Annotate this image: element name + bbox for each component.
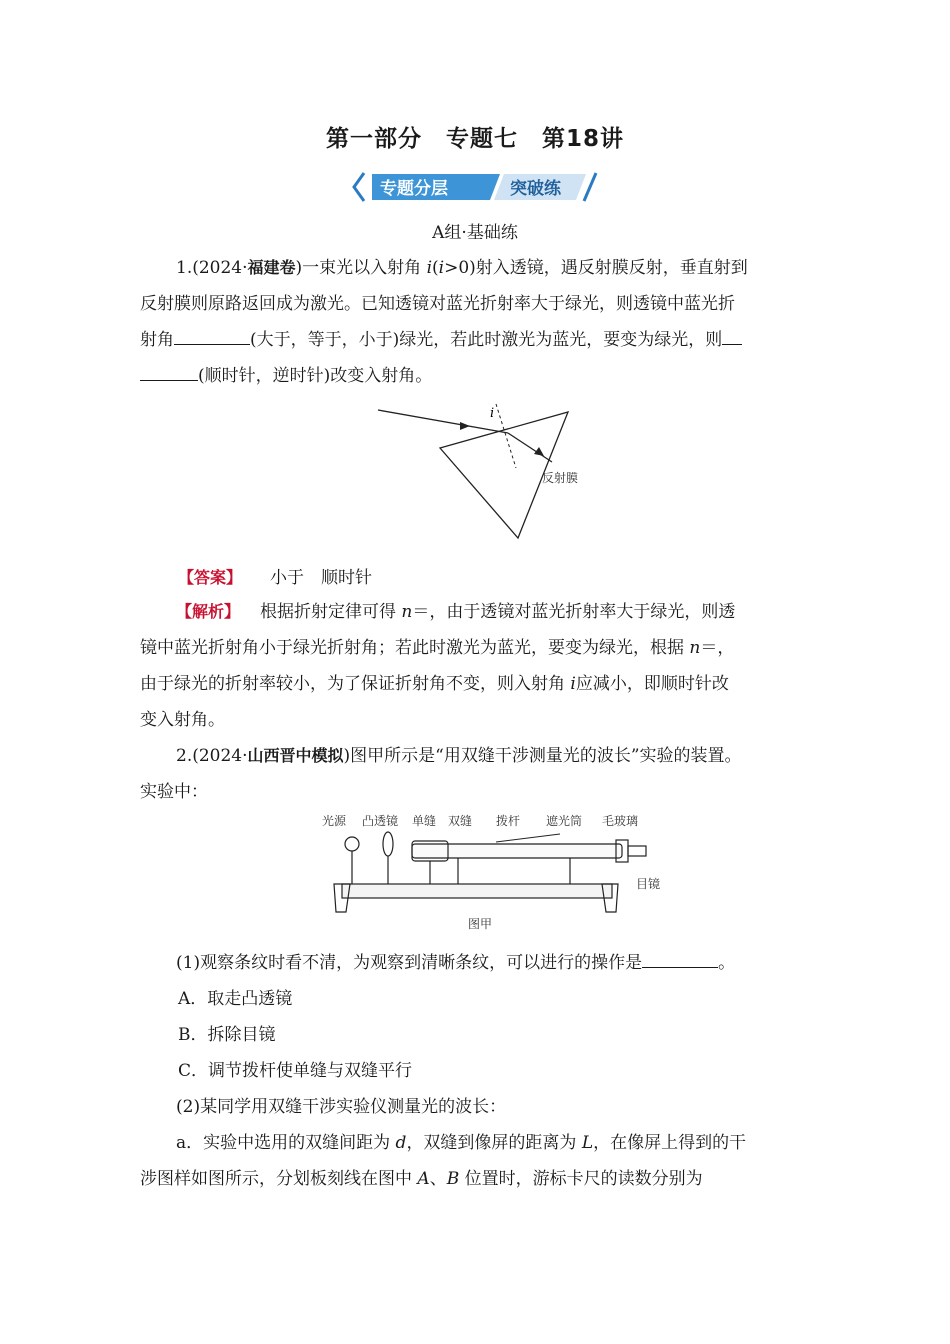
rail <box>342 884 612 898</box>
light-tube <box>412 844 622 858</box>
q1-var-i2: i <box>438 258 445 278</box>
analysis-line-3 <box>140 666 820 702</box>
blank-3[interactable] <box>642 947 718 968</box>
q1-paren: ( <box>432 258 439 278</box>
q2-a1: a．实验中选用的双缝间距为 <box>176 1133 396 1153</box>
analysis-l3a: 由于绿光的折射率较小，为了保证折射角不变，则入射角 <box>140 674 571 694</box>
incident-ray <box>378 410 508 433</box>
q1-line3-a: 射角 <box>140 330 174 350</box>
q2-sub1-end: 。 <box>718 953 736 973</box>
q1-var-i: i <box>426 258 433 278</box>
answer-text: 小于 顺时针 <box>270 568 373 588</box>
q2-number: 2.(2024· <box>176 746 248 766</box>
analysis-line-4: 变入射角。 <box>140 710 225 730</box>
convex-lens-icon <box>383 832 393 856</box>
q1-line4-b: (顺时针，逆时针)改变入射角。 <box>198 366 433 386</box>
analysis-line-2 <box>140 630 820 666</box>
q1-line-2: 反射膜则原路返回成为激光。已知透镜对蓝光折射率大于绿光，则透镜中蓝光折 <box>140 294 735 314</box>
label-tube: 遮光筒 <box>546 814 583 828</box>
analysis-l1b: ＝，由于透镜对蓝光折射率大于绿光，则透 <box>412 602 736 622</box>
answer-1 <box>178 560 818 596</box>
page-title: 第一部分 专题七 第18讲 <box>325 126 624 152</box>
apparatus-figure <box>320 808 670 938</box>
analysis-tag: 【解析】 <box>176 602 241 621</box>
q2-sub-2: (2)某同学用双缝干涉实验仪测量光的波长： <box>176 1097 507 1117</box>
label-double-slit: 双缝 <box>448 814 473 828</box>
answer-tag: 【答案】 <box>178 568 243 587</box>
blank-1[interactable] <box>174 324 250 345</box>
section-banner <box>350 170 600 204</box>
banner-left-text: 专题分层 <box>380 179 448 199</box>
q1-line-4 <box>140 358 820 394</box>
q1-text-rest: >0)射入透镜，遇反射膜反射，垂直射到 <box>444 258 748 278</box>
analysis-l2b: ＝， <box>700 638 735 658</box>
option-b: B．拆除目镜 <box>178 1025 276 1045</box>
blank-2b[interactable] <box>140 360 198 381</box>
chevron-left-icon <box>354 173 364 201</box>
q2-var-L: L <box>581 1133 594 1153</box>
question-1 <box>140 250 820 286</box>
analysis-var-n: n <box>401 602 413 622</box>
eyepiece-icon <box>628 846 646 856</box>
label-eyepiece: 目镜 <box>636 877 661 891</box>
question-2 <box>140 738 840 774</box>
q2-sub-1 <box>140 945 840 981</box>
reflected-ray <box>508 433 552 462</box>
angle-label-i: i <box>490 406 495 421</box>
q1-source: 福建卷 <box>247 258 296 277</box>
slash-right-icon <box>584 173 596 201</box>
q2-sub-2a <box>140 1125 820 1161</box>
q2-text: )图甲所示是“用双缝干涉测量光的波长”实验的装置。 <box>343 746 742 766</box>
analysis-l3b: 应减小，即顺时针改 <box>575 674 729 694</box>
label-single-slit: 单缝 <box>412 814 437 828</box>
banner-right-text: 突破练 <box>510 179 561 199</box>
q1-line3-b: (大于，等于，小于)绿光，若此时激光为蓝光，要变为绿光，则 <box>250 330 723 350</box>
q2-sub1-text: (1)观察条纹时看不清，为观察到清晰条纹，可以进行的操作是 <box>176 953 643 973</box>
q2-sub-2b <box>140 1161 820 1197</box>
label-light-source: 光源 <box>322 814 347 828</box>
label-ground-glass: 毛玻璃 <box>602 814 639 828</box>
q1-line-3 <box>140 322 820 358</box>
q2-var-A: A <box>417 1169 430 1189</box>
q2-b1: 涉图样如图所示，分划板刻线在图中 <box>140 1169 418 1189</box>
film-label: 反射膜 <box>542 471 579 485</box>
light-bulb-icon <box>345 837 359 851</box>
label-convex-lens: 凸透镜 <box>362 814 399 828</box>
q2-line-2: 实验中： <box>140 782 208 802</box>
q1-text: )一束光以入射角 <box>295 258 427 278</box>
analysis-1 <box>140 594 820 630</box>
prism-figure <box>370 400 610 545</box>
option-a: A．取走凸透镜 <box>178 989 293 1009</box>
q2-a3: ，在像屏上得到的干 <box>593 1133 747 1153</box>
analysis-var-n2: n <box>689 638 701 658</box>
q2-var-B: B <box>446 1169 460 1189</box>
blank-2a[interactable] <box>722 324 742 345</box>
lever-rod <box>496 834 560 842</box>
group-title: A组·基础练 <box>432 223 518 243</box>
q2-var-d: d <box>395 1133 407 1153</box>
q1-number: 1.(2024· <box>176 258 248 278</box>
analysis-l2a: 镜中蓝光折射角小于绿光折射角；若此时激光为蓝光，要变为绿光，根据 <box>140 638 690 658</box>
figure-caption: 图甲 <box>468 917 493 931</box>
analysis-var-i: i <box>570 674 576 694</box>
ray-arrow-1 <box>460 422 470 430</box>
q2-b2: 、 <box>429 1169 447 1189</box>
analysis-l1a: 根据折射定律可得 <box>260 602 402 622</box>
label-lever: 拨杆 <box>496 814 521 828</box>
q2-source: 山西晋中模拟 <box>247 746 344 765</box>
q2-b3: 位置时，游标卡尺的读数分别为 <box>459 1169 703 1189</box>
q2-a2: ，双缝到像屏的距离为 <box>406 1133 582 1153</box>
option-c: C．调节拨杆使单缝与双缝平行 <box>178 1061 413 1081</box>
